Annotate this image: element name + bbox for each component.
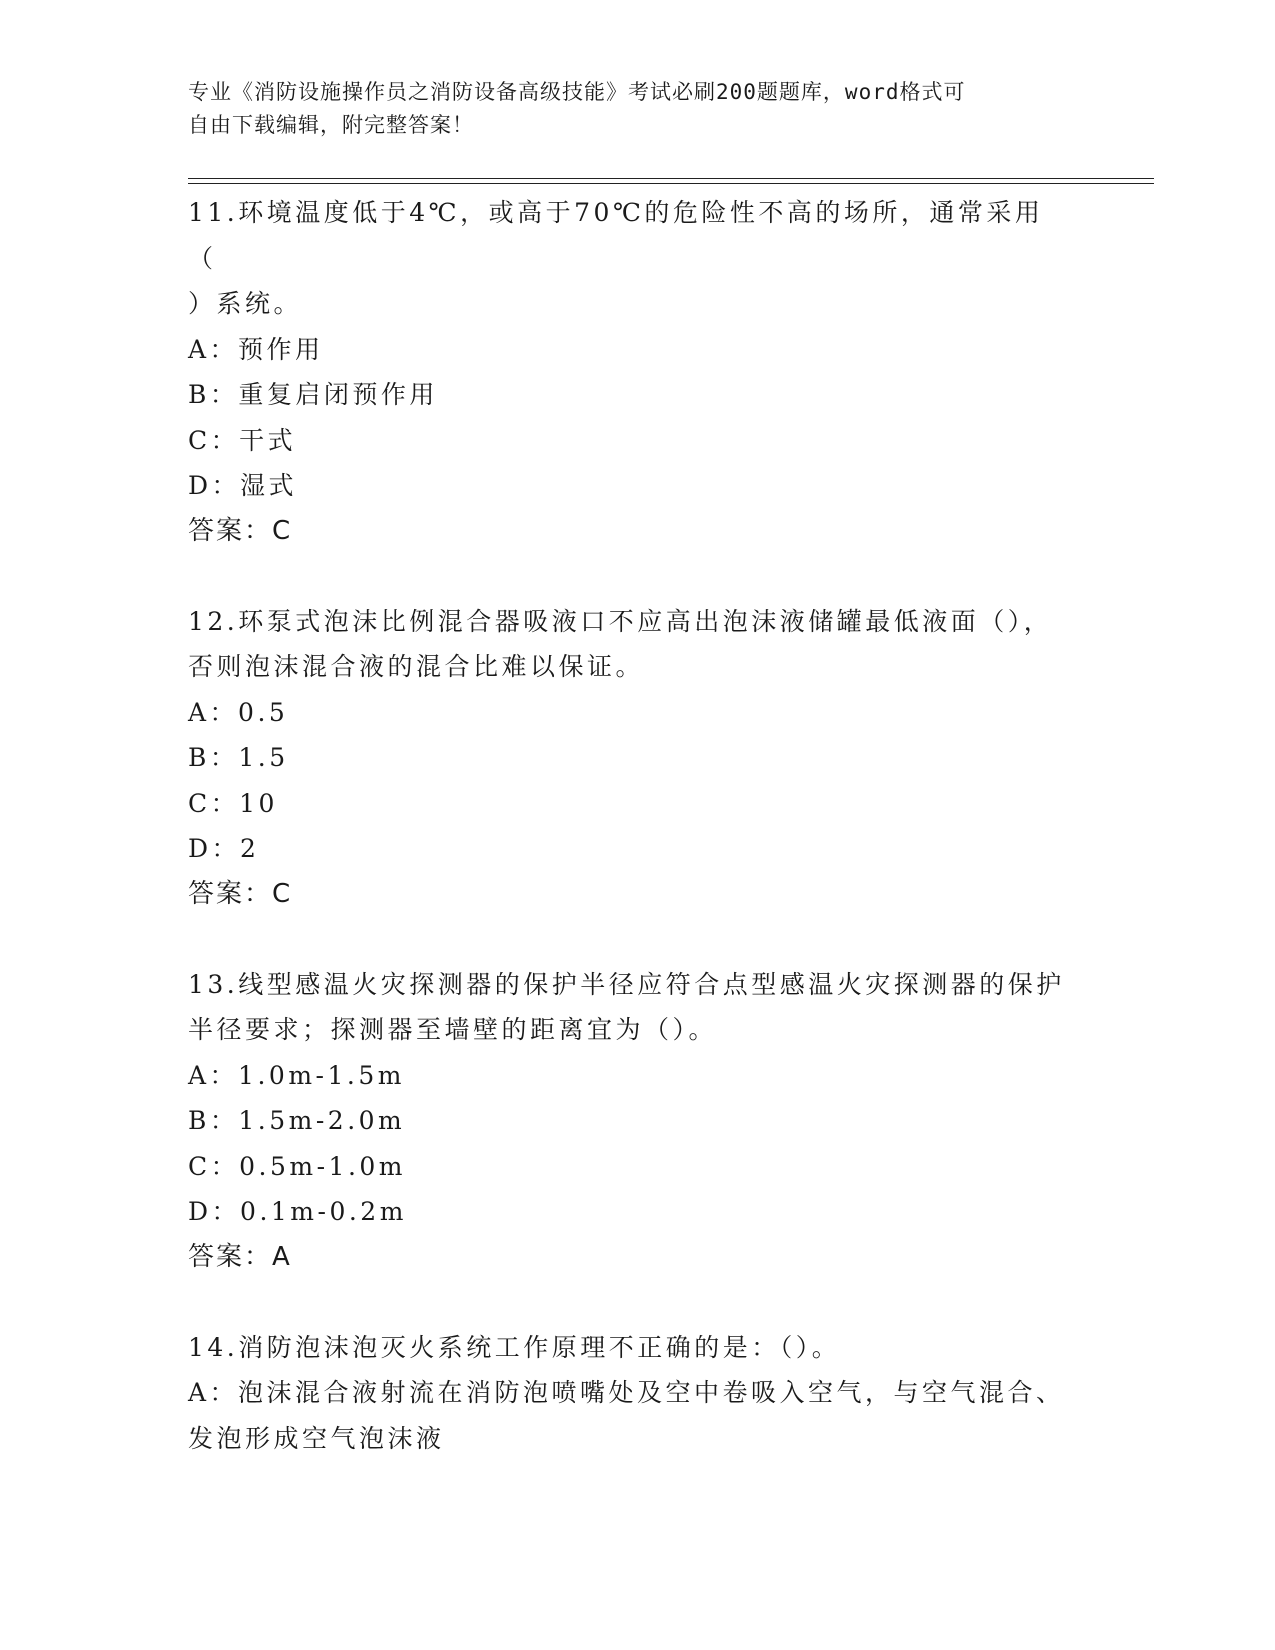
question-text-line: 否则泡沫混合液的混合比难以保证。 [188,652,645,681]
option-b: B：1.5 [188,743,289,772]
header-divider-bottom [188,183,1154,184]
option-a: A：1.0m-1.5m [188,1060,405,1090]
question-text-line: 半径要求；探测器至墙壁的距离宜为（）。 [188,1015,718,1044]
question-item [188,1325,1068,1462]
question-list [188,190,1068,1506]
question-text-line: 14.消防泡沫泡灭火系统工作原理不正确的是：（）。 [188,1332,841,1362]
option-d: D：湿式 [188,471,298,500]
answer-line: 答案：A [188,1241,292,1272]
header-line-1: 专业《消防设施操作员之消防设备高级技能》考试必刷200题题库，word格式可 [188,80,966,104]
option-a-continued: 发泡形成空气泡沫液 [188,1423,445,1453]
option-d: D：0.1m-0.2m [188,1197,407,1226]
question-item [188,599,1068,917]
option-a: A：泡沫混合液射流在消防泡喷嘴处及空中卷吸入空气，与空气混合、 [188,1378,1065,1407]
header-divider-top [188,178,1154,179]
option-c: C：0.5m-1.0m [188,1151,407,1181]
question-text-line: ）系统。 [188,289,303,318]
header-line-2: 自由下载编辑，附完整答案！ [188,113,474,137]
answer-line: 答案：C [188,878,293,909]
document-header [188,76,1068,142]
question-text-line: 12.环泵式泡沫比例混合器吸液口不应高出泡沫液储罐最低液面（）， [188,606,1053,636]
question-item [188,962,1068,1280]
answer-line: 答案：C [188,515,293,546]
question-item [188,190,1068,554]
option-d: D：2 [188,834,260,863]
option-b: B：重复启闭预作用 [188,380,438,409]
option-a: A：0.5 [188,697,289,727]
option-b: B：1.5m-2.0m [188,1106,406,1135]
question-text-line: 13.线型感温火灾探测器的保护半径应符合点型感温火灾探测器的保护 [188,969,1065,999]
question-text-line: 11.环境温度低于4℃，或高于70℃的危险性不高的场所，通常采用（ [188,198,1044,273]
option-a: A：预作用 [188,334,324,364]
option-c: C：10 [188,788,278,818]
option-c: C：干式 [188,425,297,455]
